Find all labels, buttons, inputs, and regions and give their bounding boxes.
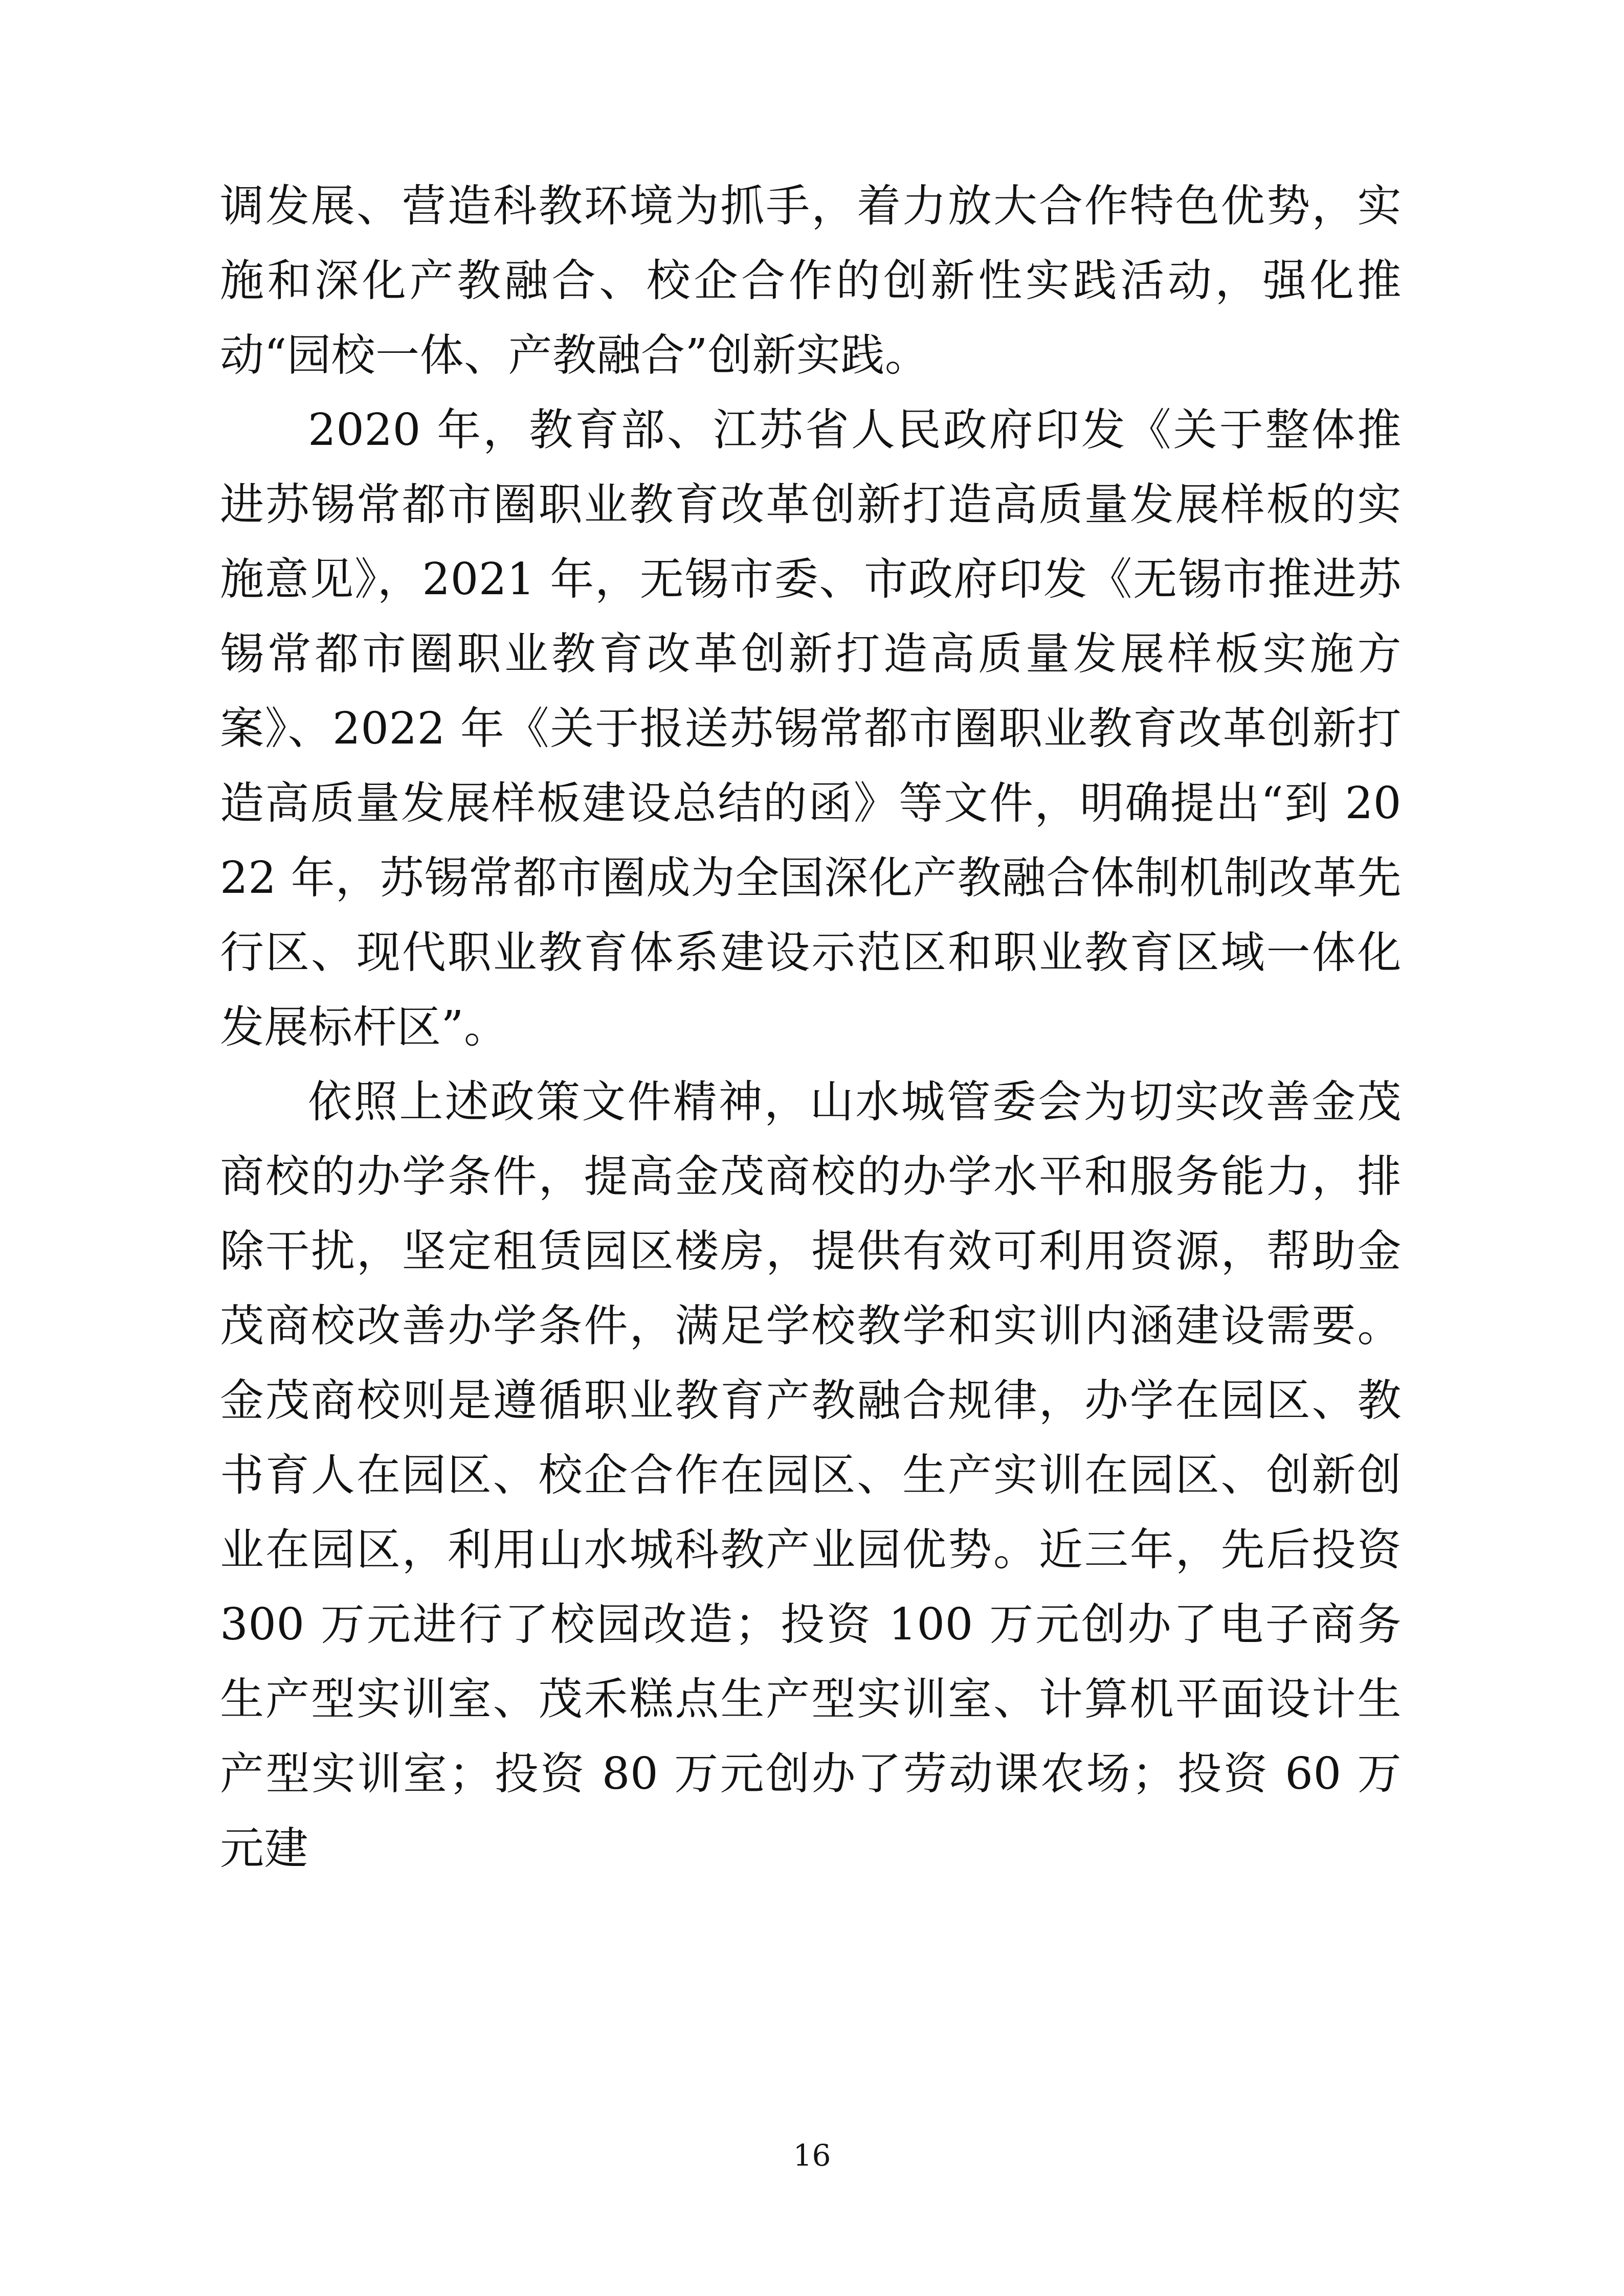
page-number: 16 <box>793 2138 831 2173</box>
page-body <box>220 169 1401 1886</box>
paragraph-1: 调发展、营造科教环境为抓手，着力放大合作特色优势，实施和深化产教融合、校企合作的创新性实践活动，强化推动“园校一体、产教融合”创新实践。 <box>220 181 1401 381</box>
paragraph-3: 依照上述政策文件精神，山水城管委会为切实改善金茂商校的办学条件，提高金茂商校的办学水平和服务能力，排除干扰，坚定租赁园区楼房，提供有效可利用资源，帮助金茂商校改善办学条件，满足学校教学和实训内涵建设需要。金茂商校则是遵循职业教育产教融合规律，办学在园区、教书育人在园区、校企合作在园区、生产实训在园区、创新创业在园区，利用山水城科教产业园优势。近三年，先后投资 300 万元进行了校园改造；投资 100 万元创办了电子商务生产型实训室、茂禾糕点生产型实训室、计算机平面设计生产型实训室；投资 80 万元创办了劳动课农场；投资 60 万元建 <box>220 1076 1401 1874</box>
page-footer <box>0 2140 1624 2171</box>
paragraph-2: 2020 年，教育部、江苏省人民政府印发《关于整体推进苏锡常都市圈职业教育改革创新打造高质量发展样板的实施意见》，2021 年，无锡市委、市政府印发《无锡市推进苏锡常都市圈职业教育改革创新打造高质量发展样板实施方案》、2022 年《关于报送苏锡常都市圈职业教育改革创新打造高质量发展样板建设总结的函》等文件，明确提出“到 2022 年，苏锡常都市圈成为全国深化产教融合体制机制改革先行区、现代职业教育体系建设示范区和职业教育区域一体化发展标杆区”。 <box>220 404 1401 1053</box>
